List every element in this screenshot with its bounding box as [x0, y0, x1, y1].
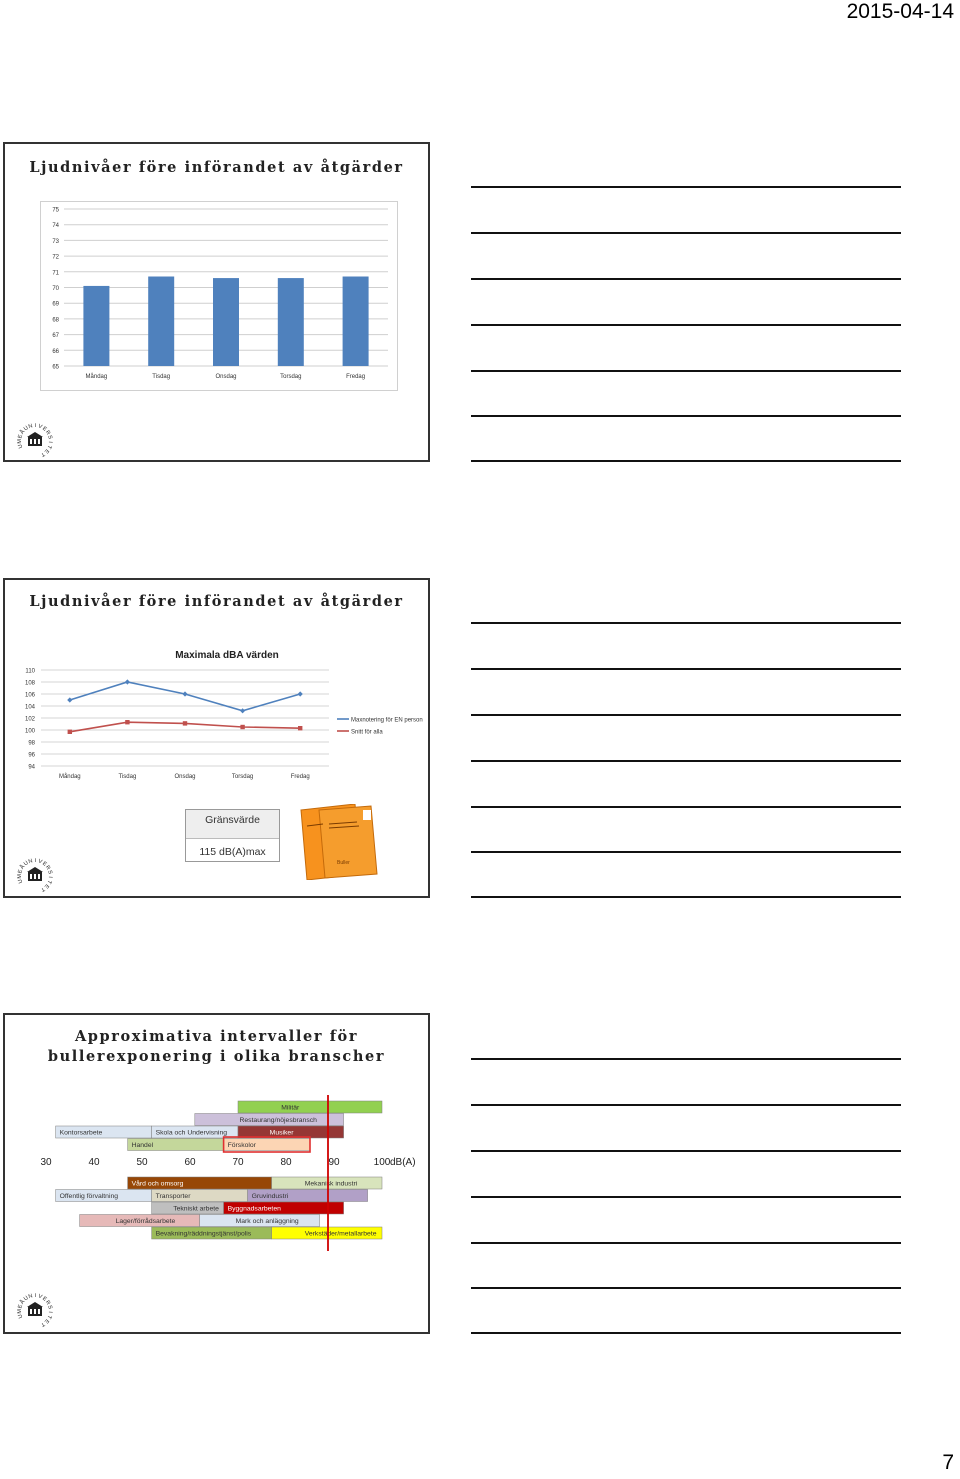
- range-chart-svg: [5, 1095, 428, 1255]
- logo-letter: T: [45, 444, 53, 450]
- logo-letter: U: [22, 1295, 30, 1303]
- y-tick-label: 73: [52, 238, 59, 245]
- logo-letter: M: [16, 1309, 24, 1314]
- range-bar-label: Tekniskt arbete: [173, 1205, 219, 1213]
- logo-letter: E: [41, 1295, 48, 1303]
- y-tick-label: 72: [52, 254, 59, 261]
- slide-1-bar-chart: [40, 201, 398, 396]
- data-point: [68, 730, 72, 734]
- logo-emblem-window: [30, 1309, 32, 1314]
- range-bar-label: Offentlig förvaltning: [59, 1193, 119, 1200]
- y-tick-label: 100: [24, 728, 35, 735]
- range-bar-label: Musiker: [269, 1129, 294, 1137]
- logo-letter: T: [45, 879, 53, 885]
- data-point: [125, 720, 129, 724]
- range-bar-label: Kontorsarbete: [59, 1129, 103, 1137]
- page-number: 7: [942, 1451, 954, 1474]
- y-tick-label: 108: [24, 680, 35, 687]
- logo-letter: S: [46, 434, 53, 440]
- umea-logo: [13, 419, 59, 466]
- slide-1: [3, 142, 430, 462]
- x-tick-label: Måndag: [85, 374, 108, 380]
- logo-letter: I: [46, 441, 54, 444]
- x-tick-label: Tisdag: [118, 774, 137, 780]
- range-bar-label: Lager/förrådsarbete: [115, 1218, 176, 1225]
- slide-2: [3, 578, 430, 898]
- note-line: [471, 760, 901, 762]
- logo-letter: N: [27, 423, 34, 431]
- y-tick-label: 65: [52, 364, 59, 371]
- note-line: [471, 324, 901, 326]
- logo-emblem-roof: [27, 1302, 43, 1307]
- y-tick-label: 104: [24, 704, 35, 711]
- data-point: [183, 721, 187, 725]
- university-logo-icon: [13, 1289, 59, 1331]
- range-bar-label: Vård och omsorg: [131, 1180, 184, 1188]
- slide-1-title: Ljudnivåer före införandet av åtgärder: [29, 159, 404, 176]
- logo-letter: I: [34, 422, 37, 430]
- x-tick-label: Fredag: [346, 374, 366, 380]
- booklet-label: Buller: [337, 860, 350, 866]
- y-tick-label: 71: [52, 270, 59, 277]
- bar: [343, 277, 369, 366]
- logo-letter: E: [41, 860, 48, 868]
- y-tick-label: 67: [52, 333, 59, 340]
- axis-tick-label: 40: [88, 1157, 100, 1168]
- logo-letter: T: [39, 450, 46, 458]
- y-tick-label: 106: [24, 692, 35, 699]
- range-bar-label: Byggnadsarbeten: [227, 1205, 281, 1213]
- note-line: [471, 460, 901, 462]
- legend-label: Snitt för alla: [351, 729, 383, 736]
- logo-letter: R: [43, 1299, 52, 1307]
- logo-letter: E: [42, 1317, 50, 1325]
- range-bar-label: Militär: [281, 1104, 300, 1112]
- logo-emblem-window: [30, 439, 32, 444]
- logo-letter: T: [39, 885, 46, 893]
- note-line: [471, 806, 901, 808]
- range-bar-label: Restaurang/nöjesbransch: [239, 1117, 317, 1124]
- logo-letter: I: [34, 857, 37, 865]
- note-line: [471, 278, 901, 280]
- line-chart-svg: [15, 642, 430, 782]
- logo-letter: I: [46, 1311, 54, 1314]
- note-line: [471, 622, 901, 624]
- logo-letter: U: [22, 425, 30, 433]
- note-line: [471, 714, 901, 716]
- logo-letter: U: [17, 1313, 25, 1320]
- slide-2-line-chart: [15, 642, 430, 787]
- data-point: [298, 726, 302, 730]
- note-line: [471, 1104, 901, 1106]
- note-line: [471, 415, 901, 417]
- bar: [213, 278, 239, 366]
- logo-letter: U: [17, 878, 25, 885]
- logo-letter: U: [22, 860, 30, 868]
- range-bar: [238, 1101, 382, 1113]
- note-line: [471, 1058, 901, 1060]
- range-bar-label: Gruvindustri: [251, 1193, 289, 1200]
- axis-tick-label: 60: [184, 1157, 196, 1168]
- logo-emblem-window: [34, 874, 36, 879]
- axis-tick-label: 100: [373, 1157, 391, 1168]
- axis-unit: dB(A): [390, 1157, 416, 1168]
- logo-letter: U: [17, 443, 25, 450]
- y-tick-label: 110: [25, 668, 35, 675]
- logo-letter: E: [17, 433, 25, 440]
- y-tick-label: 94: [28, 764, 35, 771]
- logo-letter: I: [46, 876, 54, 879]
- x-tick-label: Torsdag: [280, 374, 302, 380]
- logo-letter: E: [17, 1303, 25, 1310]
- note-line: [471, 1196, 901, 1198]
- limit-table-value: 115 dB(A)max: [186, 839, 279, 861]
- note-line: [471, 1332, 901, 1334]
- axis-tick-label: 90: [328, 1157, 340, 1168]
- logo-letter: Å: [19, 429, 27, 436]
- logo-letter: V: [37, 1293, 43, 1301]
- y-tick-label: 96: [28, 752, 35, 759]
- logo-letter: I: [34, 1292, 37, 1300]
- logo-letter: N: [27, 858, 34, 866]
- data-point: [298, 691, 303, 696]
- logo-letter: V: [37, 423, 43, 431]
- data-point: [125, 679, 130, 684]
- bar: [83, 286, 109, 366]
- logo-letter: R: [43, 429, 52, 437]
- axis-tick-label: 30: [40, 1157, 52, 1168]
- range-bar-label: Handel: [131, 1142, 154, 1149]
- logo-letter: E: [42, 882, 50, 890]
- range-bar-label: Verkstäder/metallarbete: [304, 1230, 377, 1238]
- slide-3-title-line1: Approximativa intervaller för: [74, 1028, 359, 1045]
- logo-letter: S: [46, 1304, 53, 1310]
- logo-letter: M: [16, 874, 24, 879]
- y-tick-label: 70: [52, 286, 59, 292]
- logo-letter: T: [39, 1320, 46, 1328]
- note-line: [471, 232, 901, 234]
- x-tick-label: Tisdag: [152, 374, 171, 380]
- logo-emblem-window: [30, 874, 32, 879]
- range-bar-label: Bevakning/räddningstjänst/polis: [155, 1230, 252, 1238]
- y-tick-label: 74: [52, 223, 59, 230]
- logo-letter: N: [27, 1293, 34, 1301]
- logo-letter: R: [43, 864, 52, 872]
- y-tick-label: 98: [28, 740, 35, 747]
- data-point: [240, 725, 244, 729]
- umea-logo: [13, 1289, 59, 1336]
- logo-letter: E: [42, 447, 50, 455]
- logo-emblem-window: [38, 439, 40, 444]
- legend-label: Maxnotering för EN person: [351, 717, 423, 724]
- booklets-image: [297, 804, 387, 885]
- note-line: [471, 668, 901, 670]
- logo-emblem-window: [34, 439, 36, 444]
- range-bar-label: Transporter: [155, 1193, 191, 1200]
- slide-3-range-chart: [5, 1095, 428, 1260]
- bar: [278, 278, 304, 366]
- bar: [148, 277, 174, 366]
- limit-table-header: Gränsvärde: [186, 810, 279, 839]
- logo-letter: E: [17, 868, 25, 875]
- note-line: [471, 1287, 901, 1289]
- logo-emblem-window: [34, 1309, 36, 1314]
- y-tick-label: 102: [24, 716, 35, 723]
- axis-tick-label: 70: [232, 1157, 244, 1168]
- header-date: 2015-04-14: [846, 0, 954, 23]
- axis-tick-label: 80: [280, 1157, 292, 1168]
- note-line: [471, 370, 901, 372]
- note-line: [471, 851, 901, 853]
- y-tick-label: 68: [52, 317, 59, 324]
- logo-letter: Å: [19, 864, 27, 871]
- logo-emblem-roof: [27, 432, 43, 437]
- range-bar-label: Mekanisk industri: [304, 1180, 358, 1188]
- limit-table: [185, 809, 280, 862]
- data-point: [67, 697, 72, 702]
- range-bar-label: Mark och anläggning: [235, 1218, 299, 1225]
- slide-3-title-line2: bullerexponering i olika branscher: [47, 1048, 386, 1065]
- x-tick-label: Onsdag: [215, 374, 237, 380]
- slide-2-title: Ljudnivåer före införandet av åtgärder: [29, 593, 404, 610]
- x-tick-label: Torsdag: [231, 774, 254, 780]
- logo-letter: S: [46, 869, 53, 875]
- booklet-icon: [297, 804, 387, 880]
- x-tick-label: Måndag: [58, 774, 81, 780]
- data-point: [240, 708, 245, 713]
- y-tick-label: 69: [52, 301, 59, 308]
- x-tick-label: Onsdag: [174, 774, 196, 780]
- university-logo-icon: [13, 854, 59, 896]
- data-point: [182, 691, 187, 696]
- umea-logo: [13, 854, 59, 901]
- range-bar-label: Förskolor: [227, 1142, 256, 1149]
- logo-emblem-roof: [27, 867, 43, 872]
- y-tick-label: 66: [52, 348, 59, 355]
- x-tick-label: Fredag: [290, 774, 310, 780]
- note-line: [471, 896, 901, 898]
- university-logo-icon: [13, 419, 59, 461]
- logo-emblem-window: [38, 1309, 40, 1314]
- chart-title: Maximala dBA värden: [175, 650, 279, 661]
- note-line: [471, 1150, 901, 1152]
- logo-letter: T: [45, 1314, 53, 1320]
- range-bar-label: Skola och Undervisning: [155, 1129, 228, 1137]
- bar-chart-svg: [40, 201, 398, 391]
- logo-letter: M: [16, 439, 24, 444]
- note-line: [471, 186, 901, 188]
- logo-letter: V: [37, 858, 43, 866]
- note-line: [471, 1242, 901, 1244]
- axis-tick-label: 50: [136, 1157, 148, 1168]
- y-tick-label: 75: [52, 207, 59, 214]
- logo-letter: Å: [19, 1299, 27, 1306]
- logo-emblem-window: [38, 874, 40, 879]
- slide-3: [3, 1013, 430, 1334]
- logo-letter: E: [41, 425, 48, 433]
